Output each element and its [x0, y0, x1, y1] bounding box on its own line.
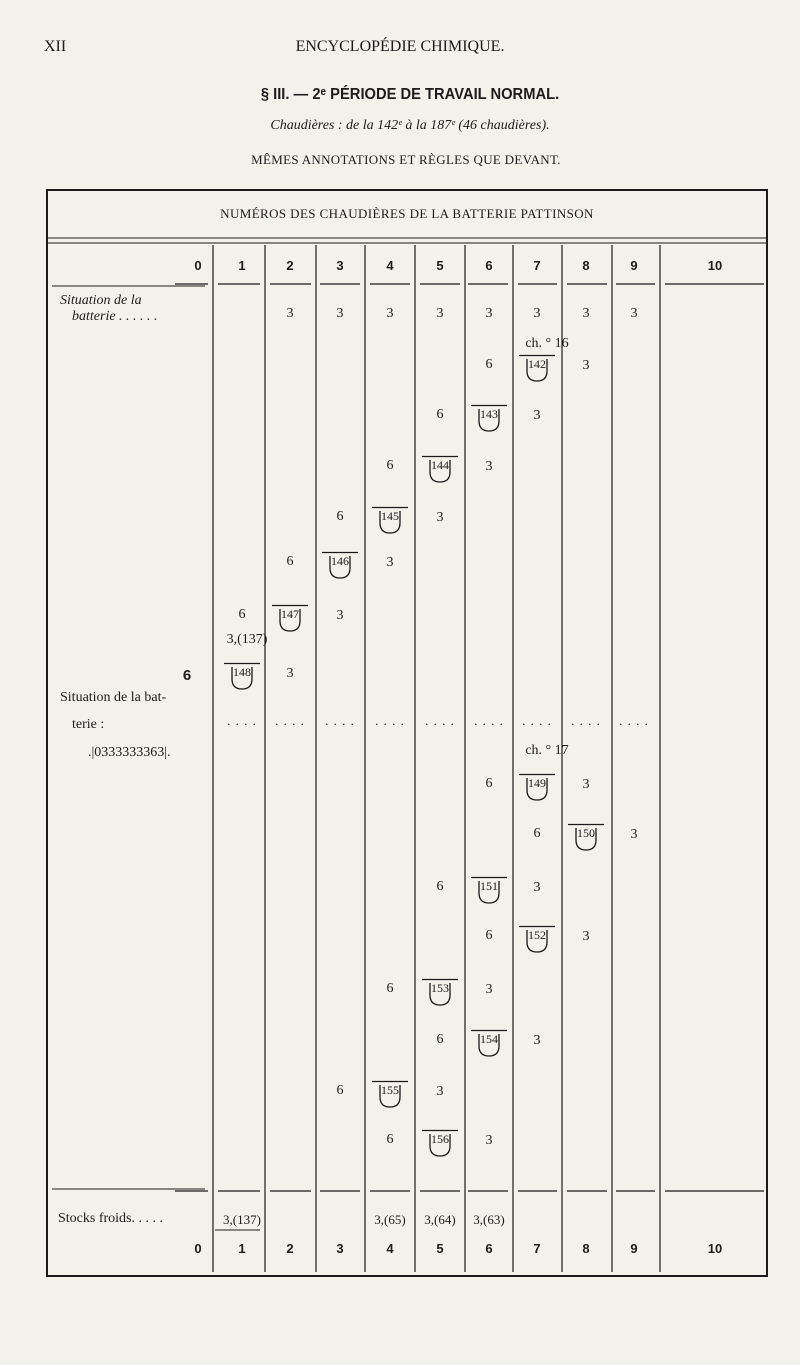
- column-number: 5: [436, 258, 444, 273]
- initial-value: 3: [630, 306, 638, 321]
- section-note: MÊMES ANNOTATIONS ET RÈGLES QUE DEVANT.: [251, 152, 561, 167]
- kettle-number: 154: [480, 1032, 498, 1046]
- kettle-right-value: 3: [386, 555, 394, 570]
- kettle-right-value: 3: [582, 777, 590, 792]
- kettle-number: 156: [431, 1132, 449, 1146]
- column-number: 6: [485, 1241, 493, 1256]
- row-label-situation-2: Situation de la bat-: [60, 690, 167, 705]
- column-number: 4: [386, 258, 394, 273]
- kettle-right-value: 3: [485, 459, 493, 474]
- kettle-left-value: 6: [386, 1132, 394, 1147]
- bold-six: 6: [182, 667, 192, 684]
- column-number: 1: [238, 1241, 246, 1256]
- kettle-number: 146: [331, 554, 349, 568]
- kettle-right-value: 3: [436, 510, 444, 525]
- kettle-number: 149: [528, 776, 546, 790]
- dots: . . . .: [571, 713, 601, 728]
- stock-value: 3,(63): [473, 1212, 505, 1227]
- kettle-number: 150: [577, 826, 595, 840]
- kettle-icon: [518, 925, 556, 955]
- kettle-right-value: 3: [630, 827, 638, 842]
- kettle-right-value: 3: [533, 880, 541, 895]
- kettle-left-value: 6: [485, 776, 493, 791]
- kettle-number: 152: [528, 928, 546, 942]
- column-number: 9: [630, 258, 638, 273]
- column-number: 6: [485, 258, 493, 273]
- row-label-situation: Situation de la: [60, 293, 142, 308]
- stock-value: 3,(65): [374, 1212, 406, 1227]
- column-number: 10: [707, 258, 723, 273]
- initial-value: 3: [533, 306, 541, 321]
- kettle-icon: [271, 604, 309, 634]
- kettle-number: 148: [233, 665, 251, 679]
- kettle-left-value: 6: [436, 879, 444, 894]
- dots: . . . .: [275, 713, 305, 728]
- initial-value: 3: [436, 306, 444, 321]
- dots: . . . .: [619, 713, 649, 728]
- kettle-left-value: 6: [286, 554, 294, 569]
- kettle-right-value: 3: [485, 982, 493, 997]
- kettle-icon: [470, 876, 508, 906]
- kettle-left-value: 6: [386, 981, 394, 996]
- row-label-situation-2: .|0333333363|.: [88, 745, 171, 760]
- kettle-icon: [421, 978, 459, 1008]
- kettle-left-value: 6: [533, 826, 541, 841]
- kettle-right-value: 3: [582, 929, 590, 944]
- kettle-number: 155: [381, 1083, 399, 1097]
- stock-note: 3,(137): [226, 632, 268, 647]
- initial-value: 3: [336, 306, 344, 321]
- kettle-left-value: 6: [386, 458, 394, 473]
- kettle-icon: [421, 1129, 459, 1159]
- kettle-left-value: 6: [336, 1083, 344, 1098]
- initial-value: 3: [485, 306, 493, 321]
- page-number: XII: [44, 38, 67, 55]
- kettle-right-value: 3: [533, 408, 541, 423]
- section-subtitle: Chaudières : de la 142ᵉ à la 187ᵉ (46 chaudières).: [270, 118, 550, 133]
- kettle-number: 142: [528, 357, 546, 371]
- kettle-right-value: 3: [436, 1084, 444, 1099]
- initial-value: 3: [582, 306, 590, 321]
- kettle-icon: [371, 506, 409, 536]
- column-number: 8: [582, 258, 590, 273]
- kettle-right-value: 3: [485, 1133, 493, 1148]
- kettle-number: 143: [480, 407, 498, 421]
- initial-value: 3: [386, 306, 394, 321]
- kettle-left-value: 6: [485, 357, 493, 372]
- kettle-icon: [223, 662, 261, 692]
- kettle-right-value: 3: [582, 358, 590, 373]
- kettle-left-value: 6: [238, 607, 246, 622]
- running-title: ENCYCLOPÉDIE CHIMIQUE.: [295, 38, 505, 55]
- kettle-icon: [518, 354, 556, 384]
- dots: . . . .: [325, 713, 355, 728]
- kettle-left-value: 6: [436, 1032, 444, 1047]
- kettle-number: 145: [381, 509, 399, 523]
- dots: . . . .: [522, 713, 552, 728]
- column-number: 0: [194, 258, 202, 273]
- kettle-number: 153: [431, 981, 449, 995]
- dots: . . . .: [375, 713, 405, 728]
- kettle-icon: [421, 455, 459, 485]
- kettle-right-value: 3: [286, 666, 294, 681]
- column-number: 3: [336, 258, 344, 273]
- column-number: 7: [533, 1241, 541, 1256]
- column-number: 5: [436, 1241, 444, 1256]
- kettle-icon: [470, 404, 508, 434]
- row-label-stocks: Stocks froids. . . . .: [58, 1211, 163, 1226]
- dots: . . . .: [425, 713, 455, 728]
- dots: . . . .: [474, 713, 504, 728]
- kettle-left-value: 6: [436, 407, 444, 422]
- column-number: 2: [286, 258, 294, 273]
- kettle-icon: [371, 1080, 409, 1110]
- stock-value: 3,(64): [424, 1212, 456, 1227]
- kettle-number: 151: [480, 879, 498, 893]
- kettle-number: 147: [281, 607, 299, 621]
- stock-value: 3,(137): [223, 1212, 261, 1227]
- column-number: 3: [336, 1241, 344, 1256]
- column-number: 10: [707, 1241, 723, 1256]
- section-title: § III. — 2ᵉ PÉRIODE DE TRAVAIL NORMAL.: [260, 86, 560, 103]
- initial-value: 3: [286, 306, 294, 321]
- column-number: 8: [582, 1241, 590, 1256]
- kettle-icon: [321, 551, 359, 581]
- column-number: 1: [238, 258, 246, 273]
- row-label-situation: batterie . . . . . .: [72, 309, 158, 324]
- column-number: 2: [286, 1241, 294, 1256]
- kettle-left-value: 6: [485, 928, 493, 943]
- kettle-icon: [470, 1029, 508, 1059]
- column-number: 7: [533, 258, 541, 273]
- column-number: 9: [630, 1241, 638, 1256]
- kettle-left-value: 6: [336, 509, 344, 524]
- kettle-icon: [518, 773, 556, 803]
- kettle-right-value: 3: [533, 1033, 541, 1048]
- charge-label: ch. ° 16: [525, 336, 569, 351]
- table-title: NUMÉROS DES CHAUDIÈRES DE LA BATTERIE PATTINSON: [220, 206, 594, 221]
- row-label-situation-2: terie :: [72, 717, 105, 732]
- charge-label: ch. ° 17: [525, 743, 569, 758]
- kettle-number: 144: [431, 458, 449, 472]
- kettle-right-value: 3: [336, 608, 344, 623]
- column-number: 0: [194, 1241, 202, 1256]
- dots: . . . .: [227, 713, 257, 728]
- kettle-icon: [567, 823, 605, 853]
- column-number: 4: [386, 1241, 394, 1256]
